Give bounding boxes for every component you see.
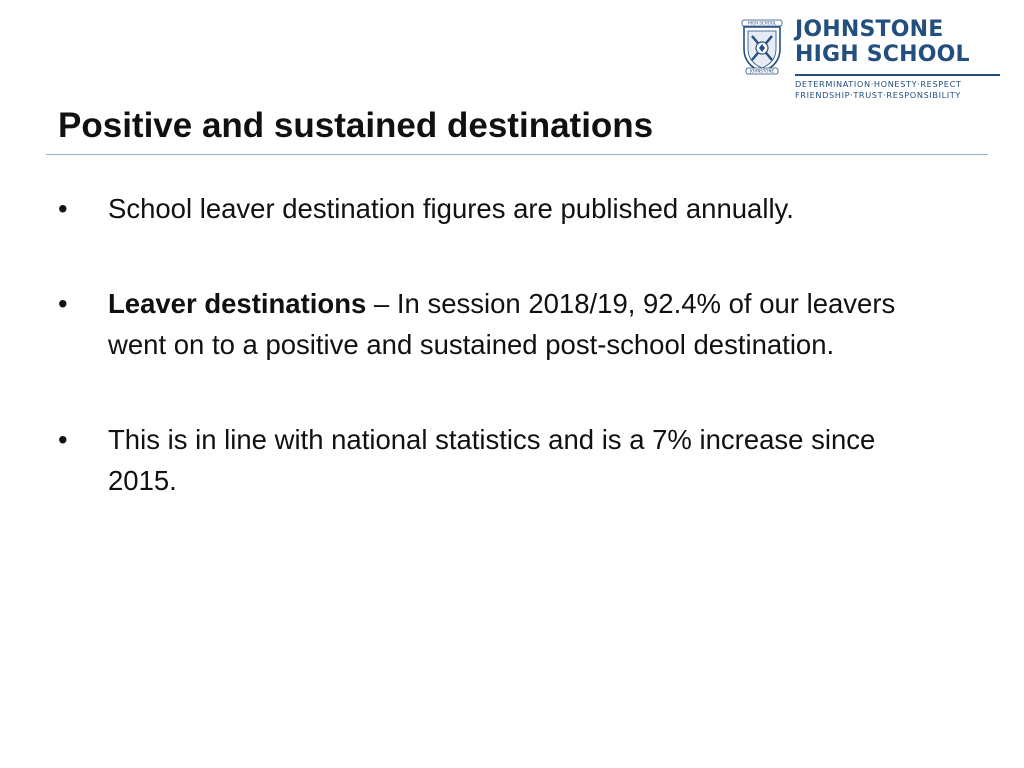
bullet-text: This is in line with national statistics and is a 7% increase since 2015. bbox=[108, 424, 876, 496]
bullet-text: – In session 2018/19, 92.4% of our leavers went on to a positive and sustained post-school destination. bbox=[108, 288, 896, 360]
bullet-item bbox=[56, 188, 916, 229]
school-name-line1: JOHNSTONE bbox=[795, 17, 944, 42]
crest-banner-top: HIGH SCHOOL bbox=[747, 20, 777, 26]
title-divider bbox=[46, 154, 988, 155]
slide-title: Positive and sustained destinations bbox=[58, 106, 654, 145]
bullet-text: School leaver destination figures are published annually. bbox=[108, 193, 794, 224]
school-values bbox=[795, 79, 1002, 101]
bullet-marker: • bbox=[58, 288, 68, 319]
school-values-line2: FRIENDSHIP·TRUST·RESPONSIBILITY bbox=[795, 90, 961, 100]
school-name-line2: HIGH SCHOOL bbox=[795, 42, 970, 67]
crest-banner-bottom: JOHNSTONE bbox=[750, 68, 774, 74]
bullet-marker: • bbox=[58, 424, 68, 455]
logo-divider bbox=[795, 74, 1000, 76]
school-name bbox=[795, 17, 1002, 67]
school-logo bbox=[738, 17, 1002, 105]
bullet-item bbox=[56, 419, 916, 501]
school-values-line1: DETERMINATION·HONESTY·RESPECT bbox=[795, 79, 962, 89]
bullet-list bbox=[56, 188, 916, 501]
bullet-marker: • bbox=[58, 193, 68, 224]
school-crest-icon bbox=[738, 19, 786, 75]
bullet-lead: Leaver destinations bbox=[108, 288, 367, 319]
bullet-item bbox=[56, 283, 916, 365]
